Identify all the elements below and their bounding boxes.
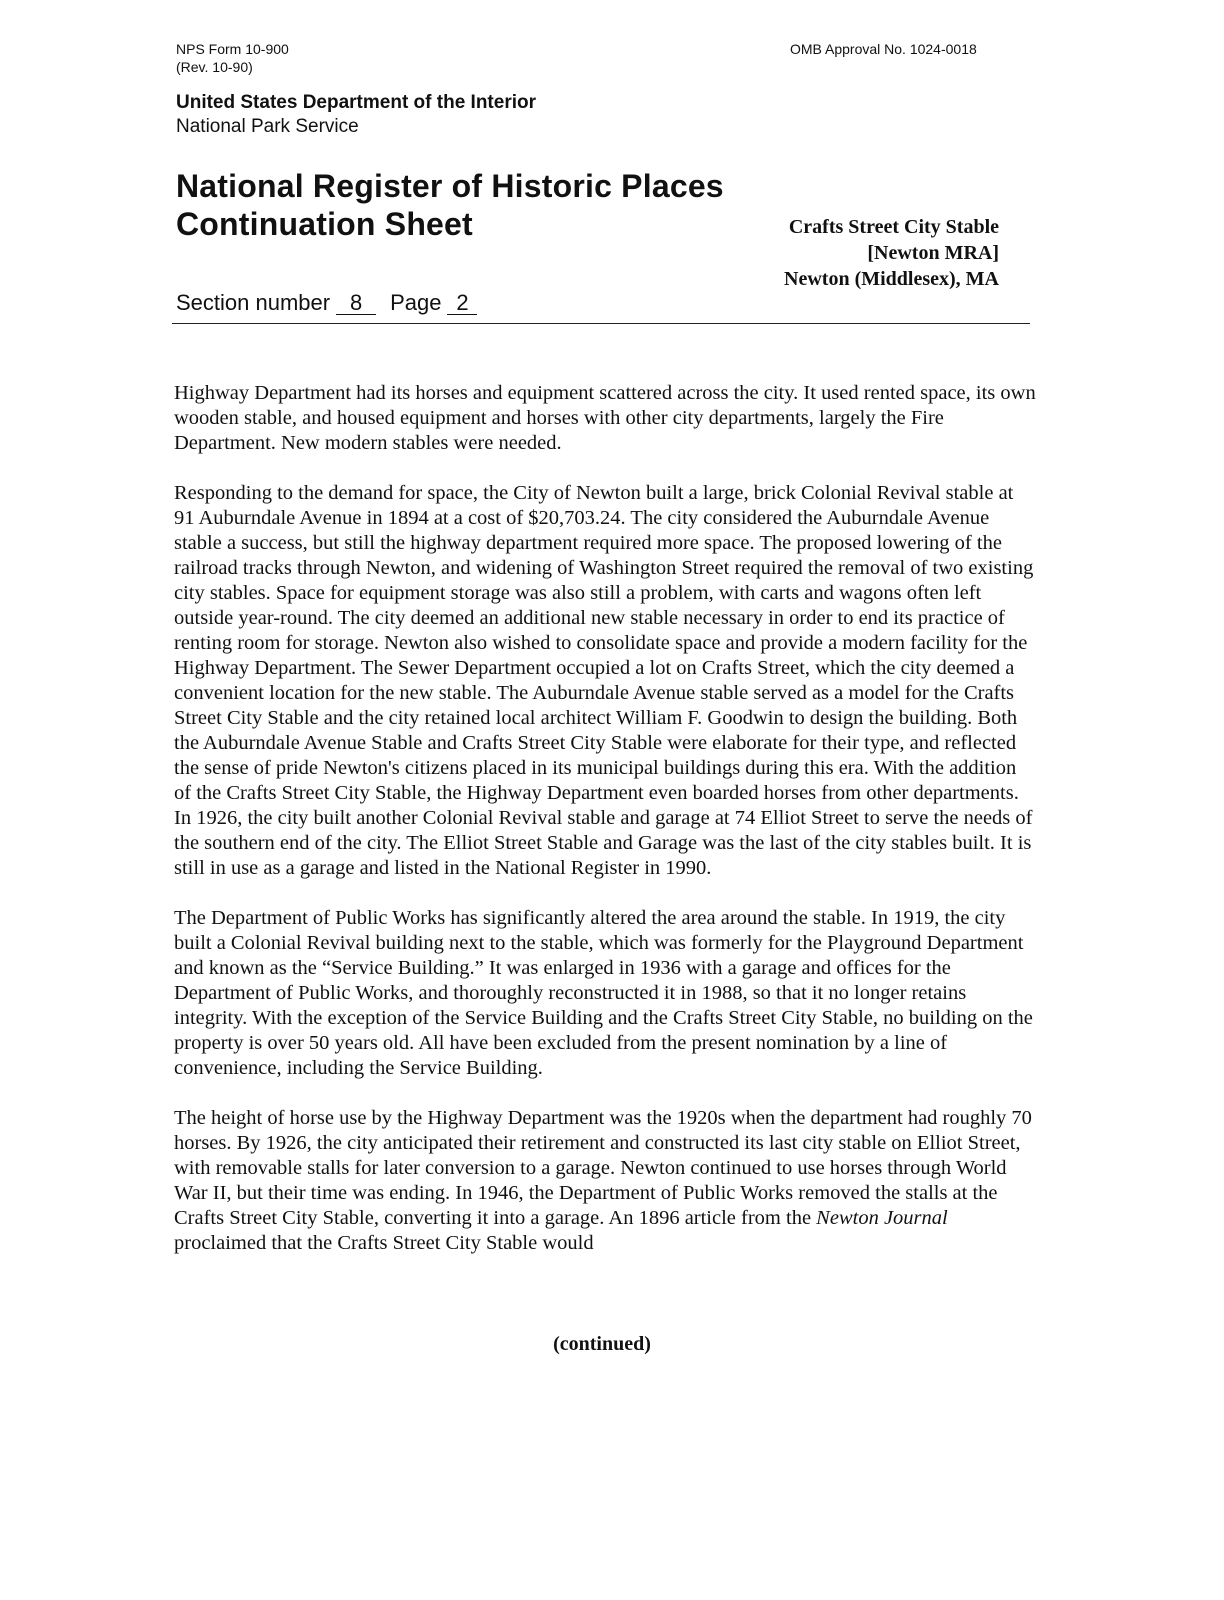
- header-divider: [172, 323, 1030, 324]
- department-name: United States Department of the Interior: [176, 92, 536, 113]
- page-number: 2: [447, 292, 477, 315]
- property-mra: [Newton MRA]: [867, 242, 999, 264]
- newspaper-title: Newton Journal: [816, 1207, 948, 1229]
- paragraph-4-text-start: The height of horse use by the Highway Department was the 1920s when the department had roughly 70 horses. By 1926, the city anticipated their retirement and constructed its last city stable on Elliot Street, with removable stalls for later conversion to a garage. Newton continued to use horses through World War II, but their time was ending. In 1946, the Department of Public Works removed the stalls at the Crafts Street City Stable, converting it into a garage. An 1896 article from the: [174, 1107, 1032, 1229]
- page-label: Page: [390, 290, 442, 315]
- agency-name: National Park Service: [176, 116, 359, 137]
- title-line-2: Continuation Sheet: [176, 206, 473, 242]
- property-identification: [784, 214, 999, 292]
- omb-approval: OMB Approval No. 1024-0018: [790, 41, 977, 57]
- agency-block: [176, 91, 536, 139]
- body-text: [174, 381, 1036, 1281]
- form-revision: (Rev. 10-90): [176, 59, 253, 75]
- section-number: 8: [336, 292, 376, 315]
- paragraph-2: Responding to the demand for space, the City of Newton built a large, brick Colonial Revival stable at 91 Auburndale Avenue in 1894 at a cost of $20,703.24. The city considered the Auburndale Avenue stable a success, but still the highway department required more space. The proposed lowering of the railroad tracks through Newton, and widening of Washington Street required the removal of two existing city stables. Space for equipment storage was also still a problem, with carts and wagons often left outside year-round. The city deemed an additional new stable necessary in order to end its practice of renting room for storage. Newton also wished to consolidate space and provide a modern facility for the Highway Department. The Sewer Department occupied a lot on Crafts Street, which the city deemed a convenient location for the new stable. The Auburndale Avenue stable served as a model for the Crafts Street City Stable and the city retained local architect William F. Goodwin to design the building. Both the Auburndale Avenue Stable and Crafts Street City Stable were elaborate for their type, and reflected the sense of pride Newton's citizens placed in its municipal buildings during this era. With the addition of the Crafts Street City Stable, the Highway Department even boarded horses from other departments. In 1926, the city built another Colonial Revival stable and garage at 74 Elliot Street to serve the needs of the southern end of the city. The Elliot Street Stable and Garage was the last of the city stables built. It is still in use as a garage and listed in the National Register in 1990.: [174, 482, 1034, 879]
- page-title: [176, 167, 724, 243]
- section-page-line: [176, 289, 477, 317]
- paragraph-3: The Department of Public Works has significantly altered the area around the stable. In 1919, the city built a Colonial Revival building next to the stable, which was formerly for the Playground Department and known as the “Service Building.” It was enlarged in 1936 with a garage and offices for the Department of Public Works, and thoroughly reconstructed it in 1988, so that it no longer retains integrity. With the exception of the Service Building and the Crafts Street City Stable, no building on the property is over 50 years old. All have been excluded from the present nomination by a line of convenience, including the Service Building.: [174, 907, 1033, 1079]
- section-label: Section number: [176, 290, 331, 315]
- form-identifier: [176, 40, 289, 76]
- form-number: NPS Form 10-900: [176, 41, 289, 57]
- title-line-1: National Register of Historic Places: [176, 168, 724, 204]
- property-name: Crafts Street City Stable: [788, 216, 999, 238]
- continued-note: (continued): [553, 1333, 651, 1355]
- paragraph-4-text-end: proclaimed that the Crafts Street City Stable would: [174, 1232, 594, 1254]
- paragraph-1: Highway Department had its horses and equipment scattered across the city. It used rented space, its own wooden stable, and housed equipment and horses with other city departments, largely the Fire Department. New modern stables were needed.: [174, 382, 1036, 454]
- property-location: Newton (Middlesex), MA: [784, 268, 999, 290]
- paragraph-4: [174, 1106, 1036, 1256]
